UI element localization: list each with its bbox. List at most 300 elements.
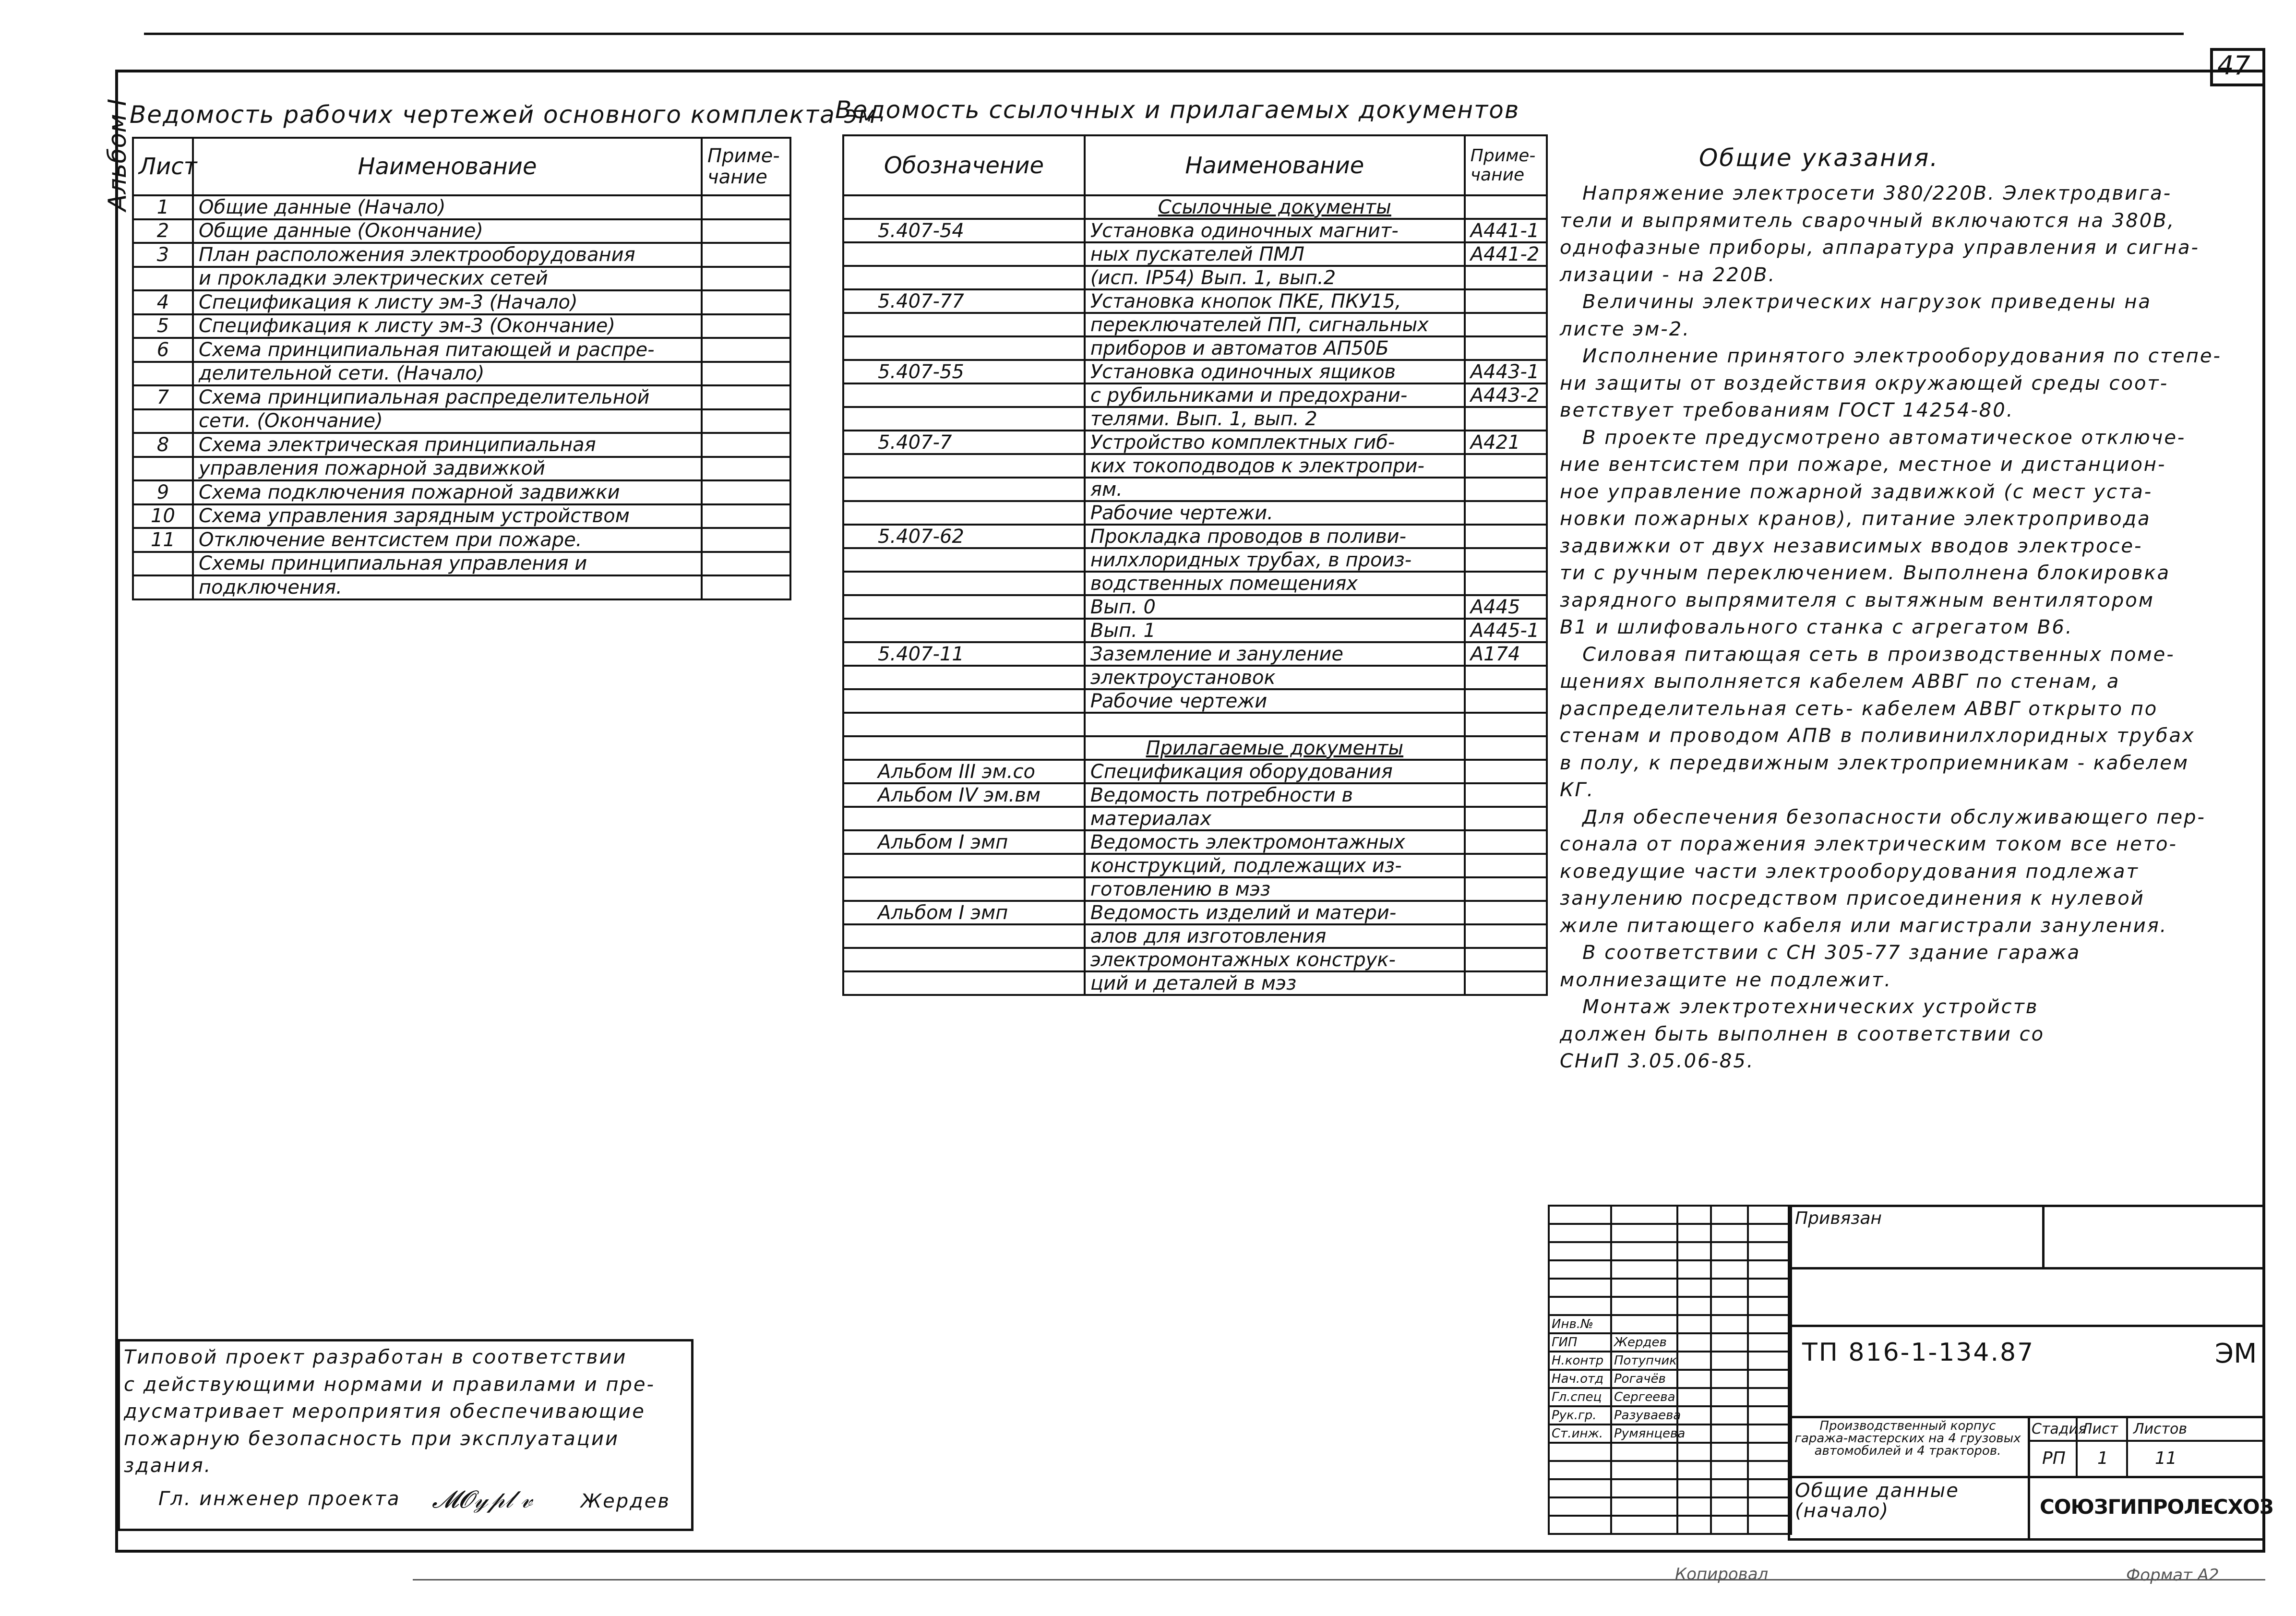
ref-row xyxy=(843,877,1547,901)
sheet-row xyxy=(133,504,790,528)
ref-row xyxy=(843,242,1547,266)
stamp-name: Рогачёв xyxy=(1611,1370,1677,1388)
ref-name: Установка одиночных ящиков xyxy=(1085,360,1465,383)
ref-name: ций и деталей в мэз xyxy=(1085,971,1465,995)
ref-note: А443-2 xyxy=(1465,383,1547,407)
notes-line: Исполнение принятого электрооборудования по степе- xyxy=(1560,345,2222,367)
ref-note xyxy=(1465,689,1547,713)
ref-note xyxy=(1465,854,1547,877)
sheet-row xyxy=(133,362,790,386)
ref-note: А421 xyxy=(1465,431,1547,454)
ref-row xyxy=(843,830,1547,854)
notes-line: занулению посредством присоединения к нулевой xyxy=(1560,887,2145,910)
stamp-role xyxy=(1549,1443,1611,1461)
ref-note xyxy=(1465,313,1547,336)
bottom-note-line: Типовой проект разработан в соответствии xyxy=(124,1346,627,1368)
ref-note xyxy=(1465,266,1547,289)
ref-row xyxy=(843,454,1547,478)
stamp-extra xyxy=(1748,1260,1791,1279)
sheet-value: 1 xyxy=(2097,1448,2108,1468)
notes-line: новки пожарных кранов), питание электропривода xyxy=(1560,508,2151,530)
sheet-label: Лист xyxy=(2081,1421,2118,1437)
stamp-role: Гл.спец xyxy=(1549,1388,1611,1406)
stamp-name xyxy=(1611,1297,1677,1315)
ref-name: Прокладка проводов в поливи- xyxy=(1085,525,1465,548)
stamp-staff-row xyxy=(1549,1406,1791,1424)
notes-line: щениях выполняется кабелем АВВГ по стенам, а xyxy=(1560,670,2120,693)
ref-designation xyxy=(843,595,1085,619)
stamp-role xyxy=(1549,1516,1611,1534)
stamp-sign xyxy=(1677,1352,1711,1370)
ref-name: с рубильниками и предохрани- xyxy=(1085,383,1465,407)
stamp-name xyxy=(1611,1497,1677,1516)
ref-note xyxy=(1465,783,1547,807)
format-label: Формат А2 xyxy=(2126,1566,2219,1585)
ref-docs-title: Ведомость ссылочных и прилагаемых документов xyxy=(835,96,1520,124)
stamp-name: Разуваева xyxy=(1611,1406,1677,1424)
copied-label: Копировал xyxy=(1675,1565,1769,1584)
stamp-role xyxy=(1549,1479,1611,1497)
ref-note xyxy=(1465,877,1547,901)
ref-designation xyxy=(843,736,1085,760)
stamp-date xyxy=(1711,1242,1748,1260)
ref-row xyxy=(843,195,1547,219)
ref-designation: Альбом IV эм.вм xyxy=(843,783,1085,807)
ref-designation xyxy=(843,336,1085,360)
sheet-note xyxy=(702,195,790,219)
ref-docs-header-row xyxy=(843,135,1547,195)
ref-designation xyxy=(843,572,1085,595)
notes-line: КГ. xyxy=(1560,779,1595,801)
ref-designation xyxy=(843,454,1085,478)
stamp-name: Жердев xyxy=(1611,1333,1677,1352)
ref-row xyxy=(843,383,1547,407)
notes-line: Для обеспечения безопасности обслуживающего пер- xyxy=(1560,806,2206,828)
ref-name: Рабочие чертежи. xyxy=(1085,501,1465,525)
ref-row xyxy=(843,948,1547,971)
ref-row xyxy=(843,736,1547,760)
notes-line: должен быть выполнен в соответствии со xyxy=(1560,1023,2045,1045)
ref-designation: 5.407-55 xyxy=(843,360,1085,383)
stamp-empty-row xyxy=(1549,1516,1791,1534)
notes-line: стенам и проводом АПВ в поливинилхлоридных трубах xyxy=(1560,725,2195,747)
ref-row xyxy=(843,971,1547,995)
ref-note xyxy=(1465,336,1547,360)
stamp-name: Румянцева xyxy=(1611,1424,1677,1443)
sheet-name: Схема принципиальная питающей и распре- xyxy=(193,338,702,362)
sheet-row xyxy=(133,243,790,267)
ref-designation xyxy=(843,666,1085,689)
stamp-sign xyxy=(1677,1443,1711,1461)
bottom-note-line: пожарную безопасность при эксплуатации xyxy=(124,1427,619,1450)
sheet-note xyxy=(702,314,790,338)
stamp-name xyxy=(1611,1260,1677,1279)
notes-line: Монтаж электротехнических устройств xyxy=(1560,996,2039,1018)
stamp-date xyxy=(1711,1516,1748,1534)
sheet-row xyxy=(133,552,790,576)
stamp-extra xyxy=(1748,1443,1791,1461)
ref-row xyxy=(843,642,1547,666)
notes-line: В соответствии с СН 305-77 здание гаража xyxy=(1560,942,2081,964)
stamp-role: Н.контр xyxy=(1549,1352,1611,1370)
sheet-row xyxy=(133,195,790,219)
footer-line xyxy=(413,1579,2265,1580)
stamp-date xyxy=(1711,1297,1748,1315)
stamp-signature-grid xyxy=(1548,1205,1792,1535)
sheet-name: Схема электрическая принципиальная xyxy=(193,433,702,457)
ref-name: Установка кнопок ПКЕ, ПКУ15, xyxy=(1085,289,1465,313)
sheet-note xyxy=(702,433,790,457)
stamp-staff-row xyxy=(1549,1370,1791,1388)
ref-note xyxy=(1465,548,1547,572)
stamp-name xyxy=(1611,1516,1677,1534)
sheet-list-header-row xyxy=(133,138,790,195)
ref-note xyxy=(1465,454,1547,478)
ref-row xyxy=(843,572,1547,595)
sheet-note xyxy=(702,219,790,243)
stamp-date xyxy=(1711,1406,1748,1424)
sheet-name: Отключение вентсистем при пожаре. xyxy=(193,528,702,552)
stamp-empty-row xyxy=(1549,1260,1791,1279)
ref-designation: Альбом III эм.со xyxy=(843,760,1085,783)
sheets-vline xyxy=(2126,1416,2128,1476)
stamp-extra xyxy=(1748,1315,1791,1333)
stamp-name xyxy=(1611,1443,1677,1461)
stage-value: РП xyxy=(2042,1448,2066,1468)
ref-designation xyxy=(843,548,1085,572)
sheet-no xyxy=(133,457,193,481)
ref-row xyxy=(843,360,1547,383)
ref-name: ных пускателей ПМЛ xyxy=(1085,242,1465,266)
ref-row xyxy=(843,713,1547,736)
ref-row xyxy=(843,501,1547,525)
drawing-title: Общие данные (начало) xyxy=(1795,1480,1959,1522)
sheet-no: 11 xyxy=(133,528,193,552)
sheet-row xyxy=(133,338,790,362)
ref-name: конструкций, подлежащих из- xyxy=(1085,854,1465,877)
ref-note xyxy=(1465,971,1547,995)
notes-line: распределительная сеть- кабелем АВВГ открыто по xyxy=(1560,697,2158,720)
sheet-no xyxy=(133,267,193,291)
sheet-row xyxy=(133,409,790,433)
col-designation-header: Обозначение xyxy=(843,135,1085,195)
ref-row xyxy=(843,689,1547,713)
ref-name: Прилагаемые документы xyxy=(1085,736,1465,760)
ref-note xyxy=(1465,830,1547,854)
sheet-name: управления пожарной задвижкой xyxy=(193,457,702,481)
drawing-mark: ЭМ xyxy=(2215,1338,2257,1369)
ref-name: Устройство комплектных гиб- xyxy=(1085,431,1465,454)
ref-name: алов для изготовления xyxy=(1085,924,1465,948)
notes-line: зарядного выпрямителя с вытяжным вентилятором xyxy=(1560,589,2154,611)
stamp-inv-row xyxy=(1549,1315,1791,1333)
ref-row xyxy=(843,783,1547,807)
stamp-date xyxy=(1711,1206,1748,1224)
stamp-extra xyxy=(1748,1424,1791,1443)
ref-row xyxy=(843,760,1547,783)
notes-line: сонала от поражения электрическим током все нето- xyxy=(1560,833,2177,855)
stamp-name xyxy=(1611,1461,1677,1479)
stamp-date xyxy=(1711,1388,1748,1406)
notes-line: тели и выпрямитель сварочный включаются на 380В, xyxy=(1560,209,2176,232)
sheet-name: делительной сети. (Начало) xyxy=(193,362,702,386)
sheet-no xyxy=(133,575,193,599)
ref-name: (исп. IP54) Вып. 1, вып.2 xyxy=(1085,266,1465,289)
ref-designation xyxy=(843,242,1085,266)
notes-line: ни защиты от воздействия окружающей среды соот- xyxy=(1560,372,2169,395)
notes-line: Силовая питающая сеть в производственных поме- xyxy=(1560,643,2175,666)
chief-engineer-name: Жердев xyxy=(581,1490,670,1512)
stamp-staff-row xyxy=(1549,1424,1791,1443)
sheet-no: 7 xyxy=(133,385,193,409)
ref-note: А445-1 xyxy=(1465,619,1547,642)
ref-designation xyxy=(843,619,1085,642)
stamp-role: Рук.гр. xyxy=(1549,1406,1611,1424)
ref-designation xyxy=(843,948,1085,971)
ref-name: электромонтажных конструк- xyxy=(1085,948,1465,971)
stage-low-line xyxy=(1788,1476,2265,1478)
notes-line: ветствует требованиям ГОСТ 14254-80. xyxy=(1560,399,2014,421)
stamp-sign xyxy=(1677,1497,1711,1516)
stamp-sign xyxy=(1677,1479,1711,1497)
sheet-no xyxy=(133,552,193,576)
ref-row xyxy=(843,478,1547,501)
stamp-sign xyxy=(1677,1260,1711,1279)
notes-line: В проекте предусмотрено автоматическое отключе- xyxy=(1560,426,2186,449)
ref-designation xyxy=(843,478,1085,501)
stamp-date xyxy=(1711,1497,1748,1516)
ref-designation: Альбом I эмп xyxy=(843,901,1085,924)
stamp-name xyxy=(1611,1224,1677,1242)
notes-line: ное управление пожарной задвижкой (с мест уста- xyxy=(1560,480,2153,503)
ref-note xyxy=(1465,948,1547,971)
ref-designation xyxy=(843,854,1085,877)
stamp-extra xyxy=(1748,1497,1791,1516)
sheet-note xyxy=(702,243,790,267)
sheet-note xyxy=(702,528,790,552)
ref-note: А445 xyxy=(1465,595,1547,619)
ref-name: Вып. 1 xyxy=(1085,619,1465,642)
ref-name: Ведомость электромонтажных xyxy=(1085,830,1465,854)
stamp-extra xyxy=(1748,1388,1791,1406)
page-number: 47 xyxy=(2217,50,2250,81)
stamp-staff-row xyxy=(1549,1352,1791,1370)
stamp-name xyxy=(1611,1479,1677,1497)
stamp-name: Сергеева xyxy=(1611,1388,1677,1406)
stamp-role: Нач.отд xyxy=(1549,1370,1611,1388)
ref-designation xyxy=(843,807,1085,830)
project-code: ТП 816-1-134.87 xyxy=(1802,1338,2035,1367)
ref-docs-table xyxy=(842,134,1548,996)
stamp-date xyxy=(1711,1224,1748,1242)
stamp-role xyxy=(1549,1206,1611,1224)
privyazan-divider xyxy=(1788,1267,2265,1269)
notes-line: ние вентсистем при пожаре, местное и дистанцион- xyxy=(1560,454,2166,476)
stamp-date xyxy=(1711,1279,1748,1297)
stamp-extra xyxy=(1748,1352,1791,1370)
stamp-empty-row xyxy=(1549,1242,1791,1260)
ref-designation xyxy=(843,924,1085,948)
col-ref-note-header: Приме- чание xyxy=(1465,135,1547,195)
ref-designation xyxy=(843,266,1085,289)
stamp-date xyxy=(1711,1333,1748,1352)
ref-name: Заземление и зануление xyxy=(1085,642,1465,666)
col-ref-name-header: Наименование xyxy=(1085,135,1465,195)
ref-row xyxy=(843,219,1547,242)
ref-designation xyxy=(843,383,1085,407)
stamp-role: Инв.№ xyxy=(1549,1315,1611,1333)
sheet-no: 9 xyxy=(133,480,193,504)
notes-body xyxy=(1560,180,2251,1075)
ref-designation xyxy=(843,313,1085,336)
stamp-date xyxy=(1711,1443,1748,1461)
stamp-date xyxy=(1711,1424,1748,1443)
ref-designation xyxy=(843,971,1085,995)
sheet-name: и прокладки электрических сетей xyxy=(193,267,702,291)
sheet-no: 4 xyxy=(133,290,193,314)
sheet-list-title: Ведомость рабочих чертежей основного комплекта эм xyxy=(130,101,877,129)
sheet-name: Схема подключения пожарной задвижки xyxy=(193,480,702,504)
stamp-empty-row xyxy=(1549,1479,1791,1497)
sheet-note xyxy=(702,290,790,314)
stamp-role xyxy=(1549,1279,1611,1297)
notes-line: Напряжение электросети 380/220В. Электродвига- xyxy=(1560,182,2172,204)
sheet-no: 5 xyxy=(133,314,193,338)
sheet-note xyxy=(702,552,790,576)
ref-row xyxy=(843,313,1547,336)
notes-title: Общие указания. xyxy=(1699,144,1939,172)
ref-row xyxy=(843,619,1547,642)
notes-line: лизации - на 220В. xyxy=(1560,263,1776,286)
sheet-name: План расположения электрооборудования xyxy=(193,243,702,267)
sheet-list-table xyxy=(132,137,791,600)
sheet-no xyxy=(133,362,193,386)
sheet-note xyxy=(702,480,790,504)
ref-row xyxy=(843,289,1547,313)
stamp-role xyxy=(1549,1297,1611,1315)
notes-line: СНиП 3.05.06-85. xyxy=(1560,1050,1755,1072)
stamp-empty-row xyxy=(1549,1497,1791,1516)
stamp-date xyxy=(1711,1461,1748,1479)
sheet-name: Схема принципиальная распределительной xyxy=(193,385,702,409)
stamp-sign xyxy=(1677,1279,1711,1297)
ref-designation: 5.407-54 xyxy=(843,219,1085,242)
stamp-empty-row xyxy=(1549,1297,1791,1315)
ref-designation: 5.407-7 xyxy=(843,431,1085,454)
stamp-empty-row xyxy=(1549,1206,1791,1224)
ref-note xyxy=(1465,407,1547,431)
sheets-label: Листов xyxy=(2133,1421,2188,1437)
ref-name: переключателей ПП, сигнальных xyxy=(1085,313,1465,336)
sheet-name: Спецификация к листу эм-3 (Начало) xyxy=(193,290,702,314)
sheet-row xyxy=(133,480,790,504)
ref-note xyxy=(1465,525,1547,548)
stamp-extra xyxy=(1748,1479,1791,1497)
ref-designation: Альбом I эмп xyxy=(843,830,1085,854)
stamp-extra xyxy=(1748,1516,1791,1534)
stamp-extra xyxy=(1748,1406,1791,1424)
sheet-row xyxy=(133,457,790,481)
stamp-staff-row xyxy=(1549,1388,1791,1406)
ref-note: А441-2 xyxy=(1465,242,1547,266)
album-label: Альбом I xyxy=(103,98,132,211)
sheet-row xyxy=(133,433,790,457)
stamp-empty-row xyxy=(1549,1279,1791,1297)
signature: 𝓜𝓞𝓎𝓅𝓁 𝓋 xyxy=(432,1485,533,1513)
ref-note xyxy=(1465,807,1547,830)
sheet-no: 1 xyxy=(133,195,193,219)
ref-note: А174 xyxy=(1465,642,1547,666)
ref-name xyxy=(1085,713,1465,736)
stamp-extra xyxy=(1748,1370,1791,1388)
sheet-no: 8 xyxy=(133,433,193,457)
bottom-note-line: здания. xyxy=(124,1455,212,1477)
notes-line: В1 и шлифовального станка с агрегатом В6. xyxy=(1560,616,2073,638)
bottom-note-text xyxy=(124,1344,655,1480)
sheet-no: 3 xyxy=(133,243,193,267)
ref-name: готовлению в мэз xyxy=(1085,877,1465,901)
stamp-extra xyxy=(1748,1297,1791,1315)
notes-line: Величины электрических нагрузок приведены на xyxy=(1560,291,2152,313)
ref-note xyxy=(1465,924,1547,948)
sheet-no: 10 xyxy=(133,504,193,528)
stamp-date xyxy=(1711,1352,1748,1370)
sheet-name: подключения. xyxy=(193,575,702,599)
sheet-note xyxy=(702,267,790,291)
stamp-date xyxy=(1711,1370,1748,1388)
stamp-sign xyxy=(1677,1206,1711,1224)
ref-row xyxy=(843,431,1547,454)
bottom-note-line: с действующими нормами и правилами и пре- xyxy=(124,1373,655,1396)
stamp-role: ГИП xyxy=(1549,1333,1611,1352)
ref-designation xyxy=(843,713,1085,736)
ref-note xyxy=(1465,289,1547,313)
ref-name: водственных помещениях xyxy=(1085,572,1465,595)
ref-designation xyxy=(843,195,1085,219)
ref-name: приборов и автоматов АП50Б xyxy=(1085,336,1465,360)
org-vline xyxy=(2028,1476,2030,1541)
sheet-note xyxy=(702,504,790,528)
stamp-empty-row xyxy=(1549,1461,1791,1479)
stamp-sign xyxy=(1677,1370,1711,1388)
stamp-role xyxy=(1549,1497,1611,1516)
ref-note xyxy=(1465,501,1547,525)
sheet-note xyxy=(702,457,790,481)
ref-note xyxy=(1465,572,1547,595)
ref-designation: 5.407-11 xyxy=(843,642,1085,666)
stamp-extra xyxy=(1748,1333,1791,1352)
stamp-role: Ст.инж. xyxy=(1549,1424,1611,1443)
ref-note xyxy=(1465,736,1547,760)
ref-name: Установка одиночных магнит- xyxy=(1085,219,1465,242)
notes-line: ти с ручным переключением. Выполнена блокировка xyxy=(1560,562,2171,584)
stamp-date xyxy=(1711,1315,1748,1333)
stamp-name xyxy=(1611,1279,1677,1297)
ref-name: Ведомость потребности в xyxy=(1085,783,1465,807)
stamp-staff-row xyxy=(1549,1333,1791,1352)
org-name: СОЮЗГИПРОЛЕСХОЗ xyxy=(2040,1495,2273,1519)
stamp-role xyxy=(1549,1461,1611,1479)
ref-note xyxy=(1465,666,1547,689)
sheet-note xyxy=(702,385,790,409)
notes-line: в полу, к передвижным электроприемникам - кабелем xyxy=(1560,752,2189,774)
sheet-row xyxy=(133,267,790,291)
notes-line: молниезащите не подлежит. xyxy=(1560,969,1892,991)
ref-note xyxy=(1465,760,1547,783)
stamp-empty-row xyxy=(1549,1443,1791,1461)
ref-row xyxy=(843,854,1547,877)
stamp-sign xyxy=(1677,1388,1711,1406)
